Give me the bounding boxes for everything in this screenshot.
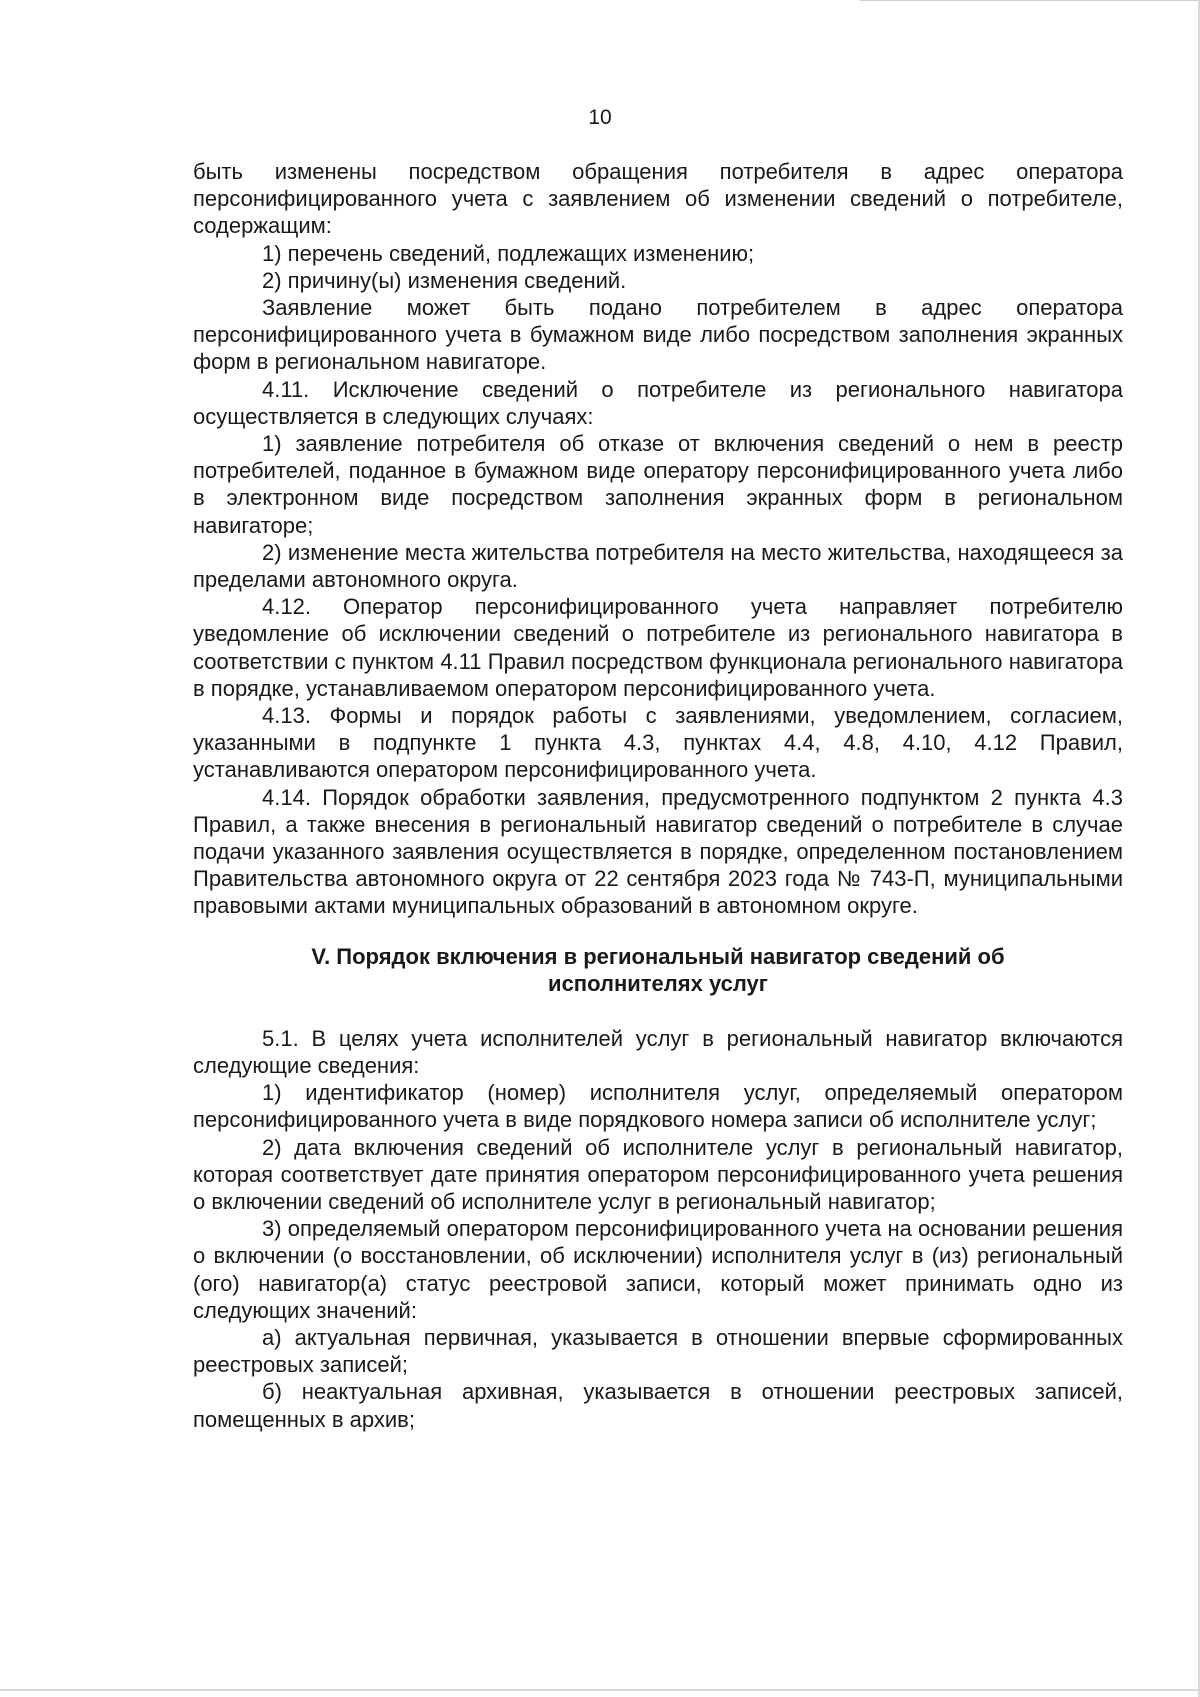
page-number: 10 xyxy=(588,106,612,129)
paragraph: б) неактуальная архивная, указывается в отношении реестровых записей, помещенных в архив; xyxy=(193,1379,1123,1432)
paragraph: 4.14. Порядок обработки заявления, предусмотренного подпунктом 2 пункта 4.3 Правил, а также внесения в региональный навигатор сведений о потребителе в случае подачи указанного заявления осуществляется в порядке, определенном постановлением Правительства автономного округа от 22 сентября 2023 года № 743-П, муниципальными правовыми актами муниципальных образований в автономном округе. xyxy=(193,784,1123,919)
paragraph: быть изменены посредством обращения потребителя в адрес оператора персонифицированного учета с заявлением об изменении сведений о потребителе, содержащим: xyxy=(193,159,1123,239)
paragraph: Заявление может быть подано потребителем в адрес оператора персонифицированного учета в бумажном виде либо посредством заполнения экранных форм в региональном навигаторе. xyxy=(193,295,1123,375)
paragraph: 2) изменение места жительства потребителя на место жительства, находящееся за пределами автономного округа. xyxy=(193,539,1123,593)
document-body xyxy=(193,158,1123,1433)
scan-edge-bottom xyxy=(0,1689,1200,1691)
paragraph: 5.1. В целях учета исполнителей услуг в региональный навигатор включаются следующие сведения: xyxy=(193,1025,1123,1078)
scan-edge-top xyxy=(860,0,1200,1)
paragraph: 1) перечень сведений, подлежащих изменению; xyxy=(262,240,755,266)
paragraph: 4.11. Исключение сведений о потребителе из регионального навигатора осуществляется в следующих случаях: xyxy=(193,376,1123,429)
paragraph: 2) дата включения сведений об исполнителе услуг в региональный навигатор, которая соответствует дате принятия оператором персонифицированного учета решения о включении сведений об исполнителе услуг в региональный навигатор; xyxy=(193,1134,1123,1214)
section-heading: V. Порядок включения в региональный навигатор сведений об исполнителях услуг xyxy=(311,943,1005,997)
paragraph: 2) причину(ы) изменения сведений. xyxy=(262,267,627,293)
paragraph: 1) идентификатор (номер) исполнителя услуг, определяемый оператором персонифицированного учета в виде порядкового номера записи об исполнителе услуг; xyxy=(193,1080,1123,1133)
paragraph: а) актуальная первичная, указывается в отношении впервые сформированных реестровых записей; xyxy=(193,1324,1123,1378)
paragraph: 3) определяемый оператором персонифицированного учета на основании решения о включении (о восстановлении, об исключении) исполнителя услуг в (из) региональный (ого) навигатор(а) статус реестровой записи, который может принимать одно из следующих значений: xyxy=(193,1216,1123,1323)
paragraph: 4.13. Формы и порядок работы с заявлениями, уведомлением, согласием, указанными в подпункте 1 пункта 4.3, пунктах 4.4, 4.8, 4.10, 4.12 Правил, устанавливаются оператором персонифицированного учета. xyxy=(193,703,1123,783)
paragraph: 4.12. Оператор персонифицированного учета направляет потребителю уведомление об исключении сведений о потребителе из регионального навигатора в соответствии с пунктом 4.11 Правил посредством функционала регионального навигатора в порядке, устанавливаемом оператором персонифицированного учета. xyxy=(193,594,1123,701)
paragraphs-after xyxy=(193,1025,1123,1433)
paragraph: 1) заявление потребителя об отказе от включения сведений о нем в реестр потребителей, поданное в бумажном виде оператору персонифицированного учета либо в электронном виде посредством заполнения экранных форм в региональном навигаторе; xyxy=(193,431,1123,538)
paragraphs-before xyxy=(193,158,1123,920)
